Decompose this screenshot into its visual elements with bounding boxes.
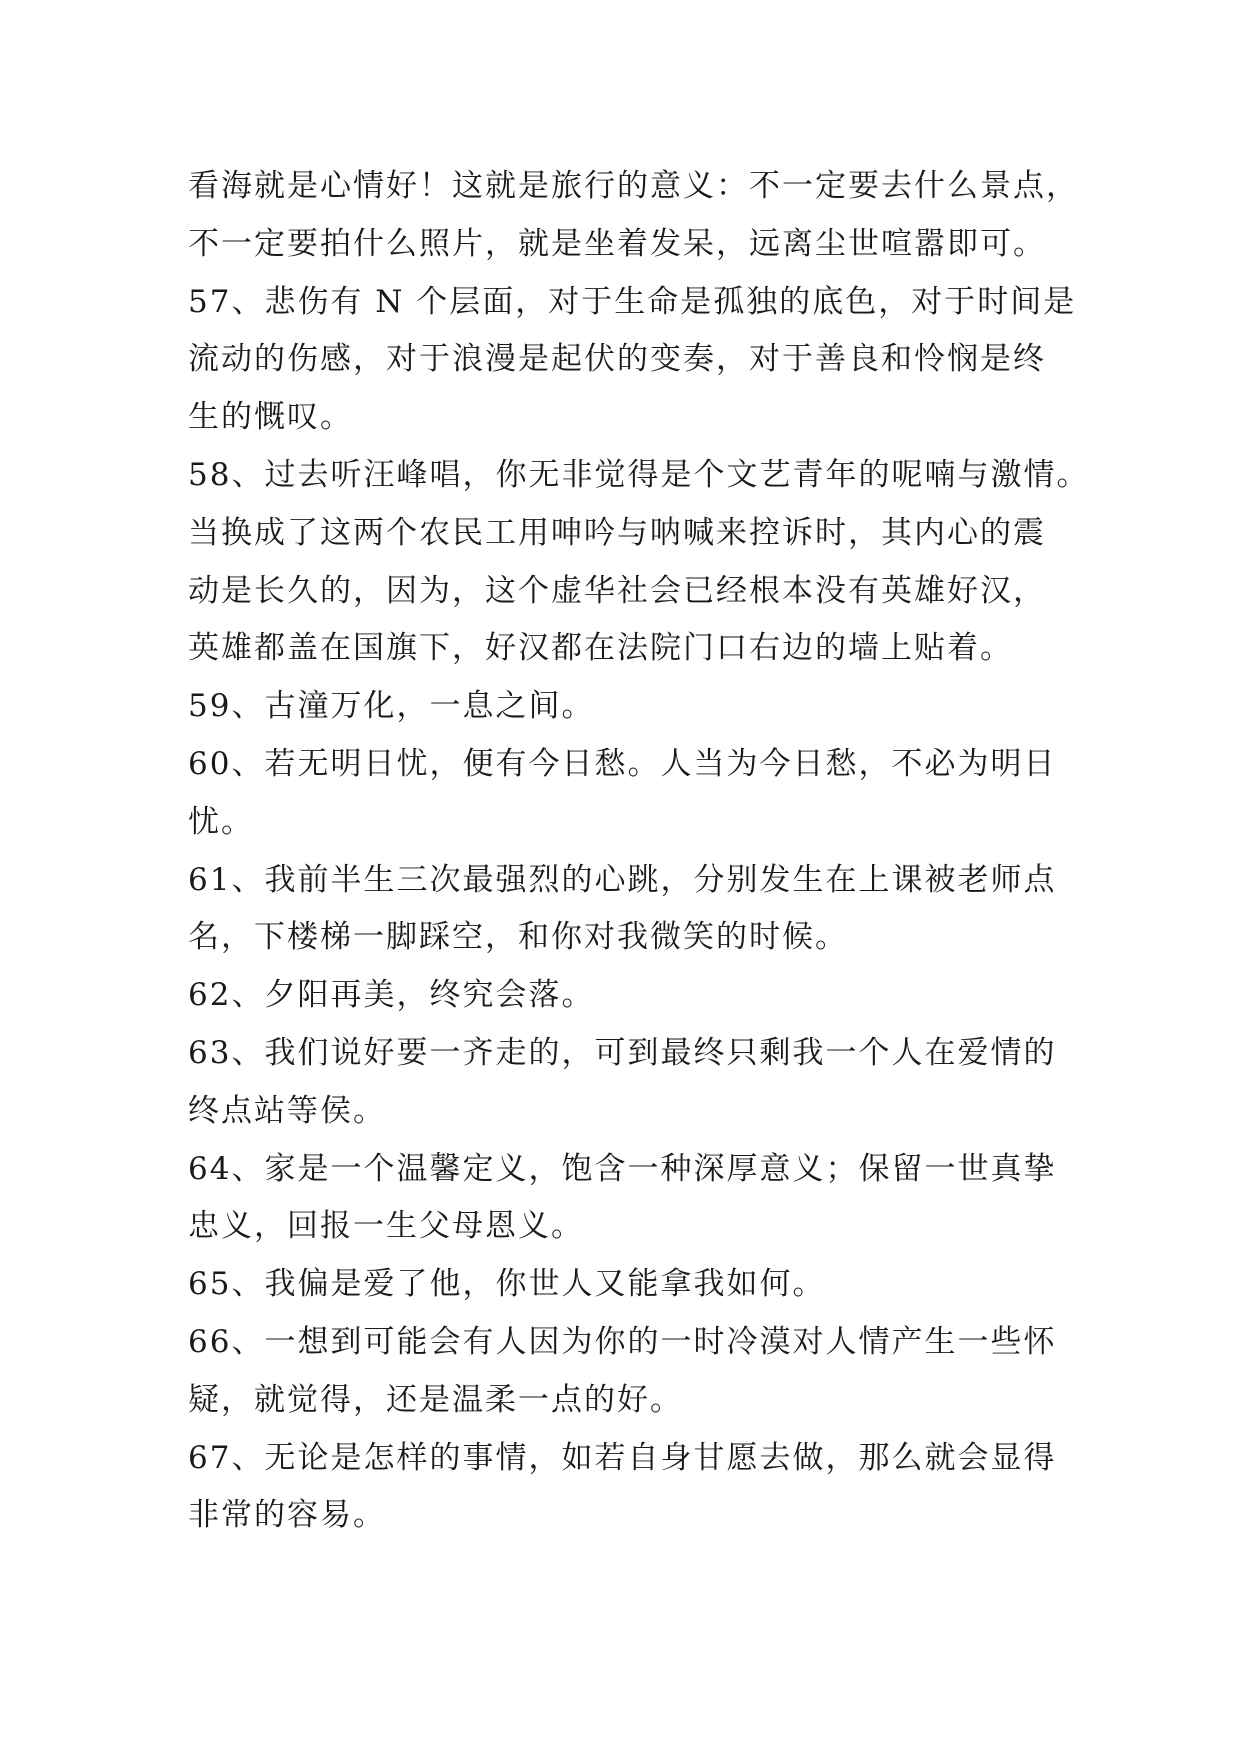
text-line: 英雄都盖在国旗下，好汉都在法院门口右边的墙上贴着。 (188, 630, 1013, 667)
text-line: 非常的容易。 (188, 1497, 386, 1534)
text-line: 动是长久的，因为，这个虚华社会已经根本没有英雄好汉， (188, 572, 1046, 609)
text-line: 看海就是心情好！这就是旅行的意义：不一定要去什么景点， (188, 168, 1079, 204)
document-body (188, 158, 1088, 1545)
text-line: 57、悲伤有 N 个层面，对于生命是孤独的底色，对于时间是 (188, 283, 1077, 320)
text-line: 58、过去听汪峰唱，你无非觉得是个文艺青年的呢喃与激情。 (188, 456, 1090, 493)
text-line: 61、我前半生三次最强烈的心跳，分别发生在上课被老师点 (188, 861, 1057, 898)
text-line: 59、古潼万化，一息之间。 (188, 688, 595, 725)
text-line: 生的慨叹。 (188, 399, 353, 436)
text-line: 60、若无明日忧，便有今日愁。人当为今日愁，不必为明日 (188, 745, 1057, 782)
text-line: 疑，就觉得，还是温柔一点的好。 (188, 1381, 683, 1418)
text-line: 忠义，回报一生父母恩义。 (188, 1208, 584, 1245)
text-line: 62、夕阳再美，终究会落。 (188, 977, 595, 1014)
text-line: 65、我偏是爱了他，你世人又能拿我如何。 (188, 1266, 826, 1303)
text-line: 66、一想到可能会有人因为你的一时冷漠对人情产生一些怀 (188, 1323, 1057, 1360)
text-line: 63、我们说好要一齐走的，可到最终只剩我一个人在爱情的 (188, 1034, 1057, 1071)
text-line: 忧。 (188, 803, 254, 840)
text-line: 名，下楼梯一脚踩空，和你对我微笑的时候。 (188, 919, 848, 956)
text-line: 67、无论是怎样的事情，如若自身甘愿去做，那么就会显得 (188, 1439, 1057, 1476)
text-line: 64、家是一个温馨定义，饱含一种深厚意义；保留一世真挚 (188, 1150, 1057, 1187)
text-line: 流动的伤感，对于浪漫是起伏的变奏，对于善良和怜悯是终 (188, 341, 1046, 378)
text-line: 当换成了这两个农民工用呻吟与呐喊来控诉时，其内心的震 (188, 514, 1046, 551)
text-line: 终点站等侯。 (188, 1092, 386, 1129)
text-line: 不一定要拍什么照片，就是坐着发呆，远离尘世喧嚣即可。 (188, 225, 1046, 262)
